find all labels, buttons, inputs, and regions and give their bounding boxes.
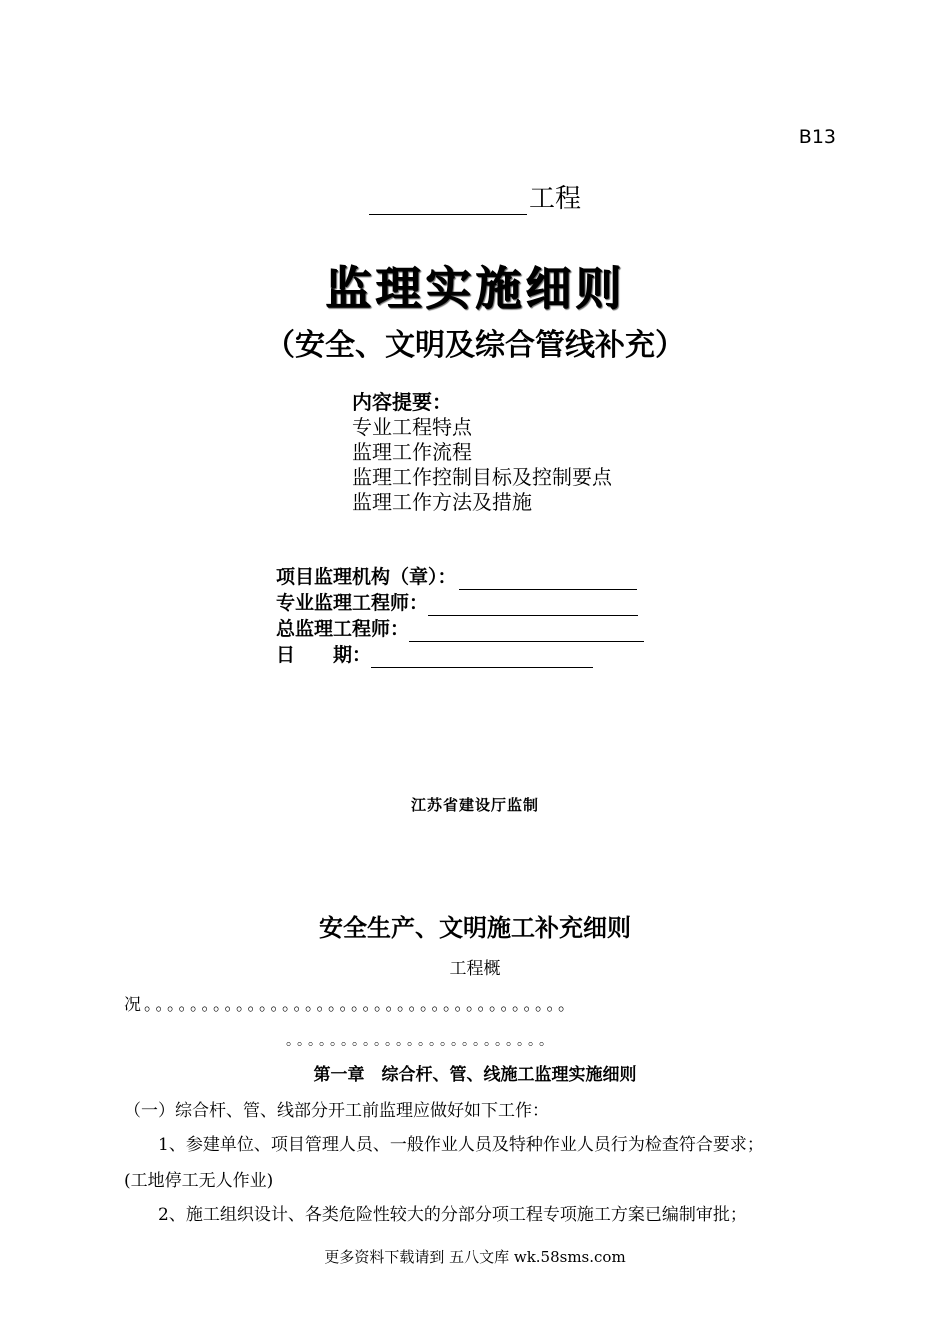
- org-blank: [459, 569, 637, 590]
- org-label: 项目监理机构（章）：: [276, 566, 457, 588]
- summary-item: 监理工作控制目标及控制要点: [352, 465, 612, 489]
- paragraph-1: （一）综合杆、管、线部分开工前监理应做好如下工作：: [124, 1101, 549, 1121]
- paragraph-3: (工地停工无人作业): [124, 1171, 274, 1191]
- date-label: 日 期：: [276, 644, 372, 666]
- summary-item: 专业工程特点: [352, 415, 472, 439]
- signature-row-chief: [276, 616, 644, 642]
- issuer-label: 江苏省建设厅监制: [410, 796, 539, 814]
- date-blank: [371, 647, 593, 668]
- summary-item: 监理工作流程: [352, 440, 472, 464]
- signature-row-specialist: [276, 590, 644, 616]
- chief-label: 总监理工程师：: [276, 618, 410, 640]
- signature-row-date: [276, 642, 644, 668]
- document-code: B13: [798, 126, 836, 148]
- toc-dots-line: 况。。。。。。。。。。。。。。。。。。。。。。。。。。。。。。。。。。。。。: [124, 995, 578, 1015]
- specialist-label: 专业监理工程师：: [276, 592, 429, 614]
- chief-blank: [409, 621, 644, 642]
- section-title: 安全生产、文明施工补充细则: [319, 913, 631, 942]
- project-name-blank: [369, 188, 527, 215]
- summary-heading: 内容提要：: [352, 390, 452, 414]
- project-suffix: 工程: [528, 184, 581, 214]
- document-subtitle: （安全、文明及综合管线补充）: [265, 328, 685, 363]
- signature-row-org: [276, 564, 644, 590]
- specialist-blank: [428, 595, 638, 616]
- toc-dots-line-2: 。。。。。。。。。。。。。。。。。。。。。。。。: [286, 1033, 557, 1049]
- chapter-title: 第一章 综合杆、管、线施工监理实施细则: [313, 1065, 637, 1085]
- paragraph-2: 1、参建单位、项目管理人员、一般作业人员及特种作业人员行为检查符合要求；: [158, 1135, 764, 1155]
- overview-label: 工程概: [449, 959, 501, 979]
- summary-item: 监理工作方法及措施: [352, 490, 532, 514]
- paragraph-4: 2、施工组织设计、各类危险性较大的分部分项工程专项施工方案已编制审批；: [158, 1205, 747, 1225]
- project-name-line: [0, 178, 950, 215]
- signature-block: [276, 564, 644, 668]
- footer-download-link[interactable]: 更多资料下载请到 五八文库 wk.58sms.com: [324, 1248, 626, 1266]
- content-summary: [352, 390, 612, 515]
- document-title: 监理实施细则: [325, 261, 625, 315]
